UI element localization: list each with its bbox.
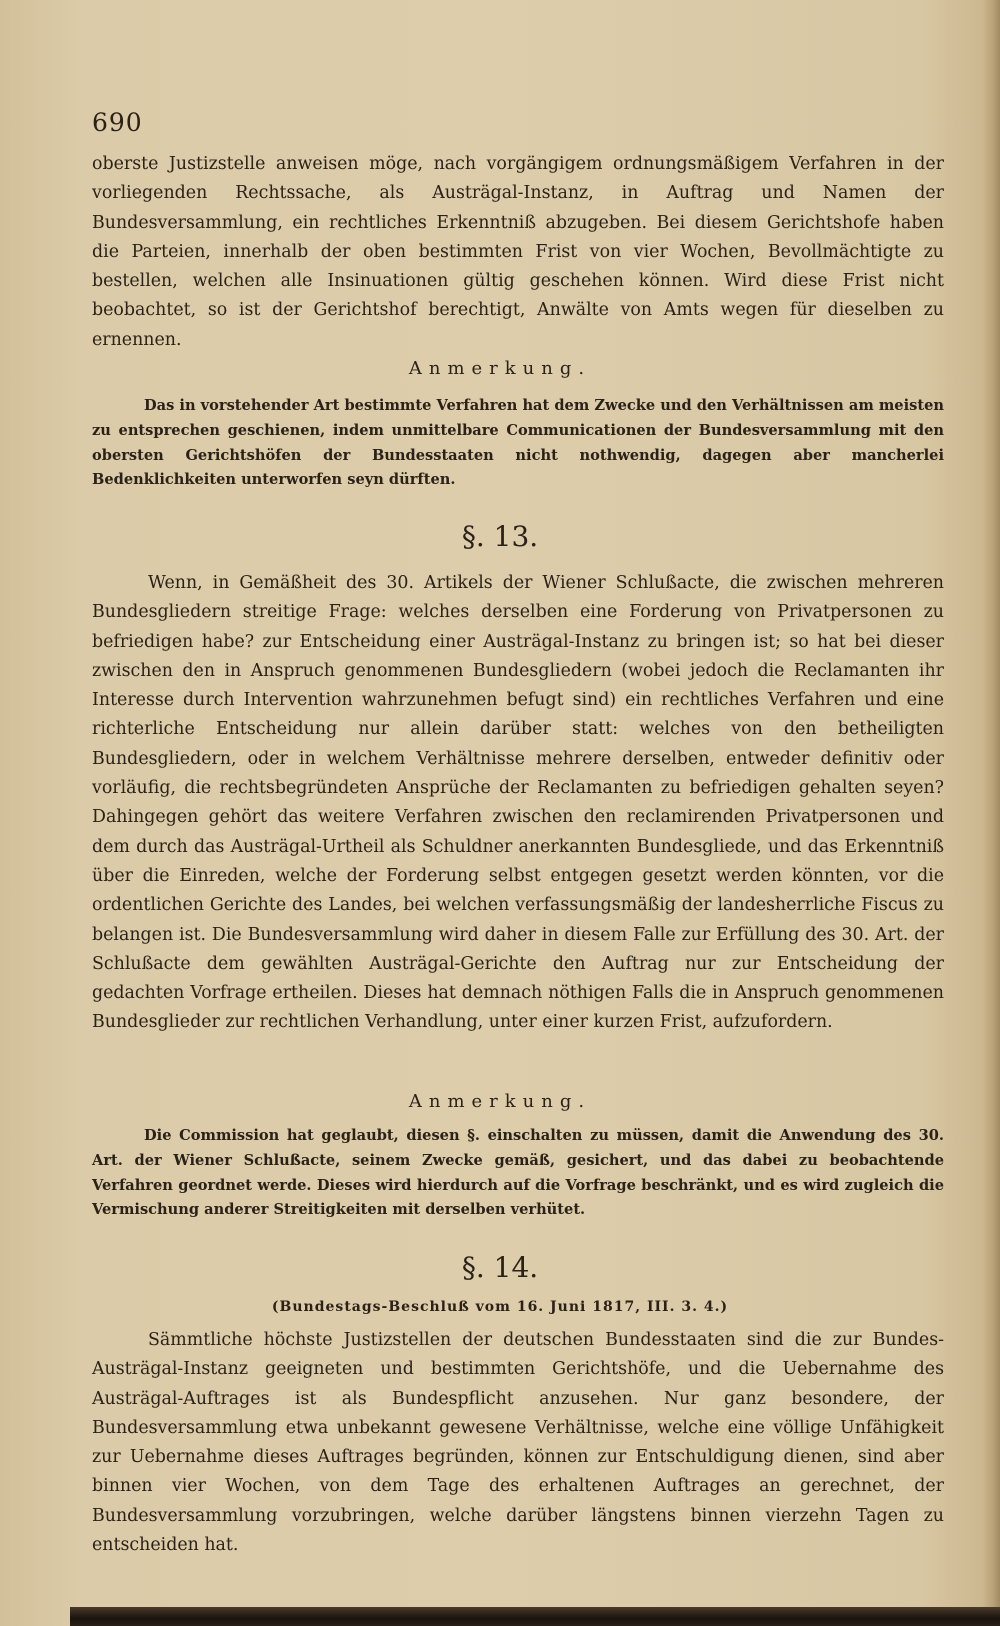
note2-heading: Anmerkung.	[408, 1091, 592, 1112]
section-13-text: Wenn, in Gemäßheit des 30. Artikels der Wiener Schlußacte, die zwischen mehreren Bundesgliedern streitige Frage: welches derselben eine Forderung von Privatpersonen zu befriedigen habe? zur Entscheidung einer Austrägal-Instanz zu bringen ist; so hat bei dieser zwischen den in Anspruch genommenen Bundesgliedern (wobei jedoch die Reclamanten ihr Interesse durch Intervention wahrzunehmen befugt sind) ein rechtliches Verfahren und eine richterliche Entscheidung nur allein darüber statt: welches von den betheiligten Bundesgliedern, oder in welchem Verhältnisse mehrere derselben, entweder definitiv oder vorläufig, die rechtsbegründeten Ansprüche der Reclamanten zu befriedigen gehalten seyen? Dahingegen gehört das weitere Verfahren zwischen den reclamirenden Privatpersonen und dem durch das Austrägal-Urtheil als Schuldner anerkannten Bundesgliede, und das Erkenntniß über die Einreden, welche der Forderung selbst entgegen gesetzt werden könnten, vor die ordentlichen Gerichte des Landes, bei welchen verfassungsmäßig der landesherrliche Fiscus zu belangen ist. Die Bundesversammlung wird daher in diesem Falle zur Erfüllung des 30. Art. der Schlußacte dem gewählten Austrägal-Gerichte den Auftrag nur zur Entscheidung der gedachten Vorfrage ertheilen. Dieses hat demnach nöthigen Falls die in Anspruch genommenen Bundesglieder zur rechtlichen Verhandlung, unter einer kurzen Frist, aufzufordern.	[92, 573, 944, 1033]
section-14-text: Sämmtliche höchste Justizstellen der deutschen Bundesstaaten sind die zur Bundes-Austrägal-Instanz geeigneten und bestimmten Gerichtshöfe, und die Uebernahme des Austrägal-Auftrages ist als Bundespflicht anzusehen. Nur ganz besondere, der Bundesversammlung etwa unbekannt gewesene Verhältnisse, welche eine völlige Unfähigkeit zur Uebernahme dieses Auftrages begründen, können zur Entschuldigung dienen, sind aber binnen vier Wochen, von dem Tage des erhaltenen Auftrages an gerechnet, der Bundesversammlung vorzubringen, welche darüber längstens binnen vierzehn Tagen zu entscheiden hat.	[92, 1330, 944, 1556]
section-14-resolution: (Bundestags-Beschluß vom 16. Juni 1817, III. 3. 4.)	[271, 1299, 729, 1315]
section-14-block	[92, 1326, 944, 1560]
page-number: 690	[92, 108, 143, 137]
section-13-block	[92, 569, 944, 1038]
section-13-heading: §. 13.	[461, 520, 539, 553]
intro-paragraph-block	[92, 150, 944, 355]
note1-block	[92, 394, 944, 493]
page-bottom-edge	[70, 1607, 1000, 1626]
section-14-heading: §. 14.	[461, 1251, 539, 1284]
note1-heading: Anmerkung.	[408, 358, 592, 379]
intro-paragraph: oberste Justizstelle anweisen möge, nach vorgängigem ordnungsmäßigem Verfahren in der vorliegenden Rechtssache, als Austrägal-Instanz, in Auftrag und Namen der Bundesversammlung, ein rechtliches Erkenntniß abzugeben. Bei diesem Gerichtshofe haben die Parteien, innerhalb der oben bestimmten Frist von vier Wochen, Bevollmächtigte zu bestellen, welchen alle Insinuationen gültig geschehen können. Wird diese Frist nicht beobachtet, so ist der Gerichtshof berechtigt, Anwälte von Amts wegen für dieselben zu ernennen.	[92, 154, 944, 350]
note2-block	[92, 1124, 944, 1223]
note2-text: Die Commission hat geglaubt, diesen §. einschalten zu müssen, damit die Anwendung des 30. Art. der Wiener Schlußacte, seinem Zwecke gemäß, gesichert, und das dabei zu beobachtende Verfahren geordnet werde. Dieses wird hierdurch auf die Vorfrage beschränkt, und es wird zugleich die Vermischung anderer Streitigkeiten mit derselben verhütet.	[92, 1127, 944, 1219]
page-edge-shadow	[982, 0, 1000, 1626]
note1-text: Das in vorstehender Art bestimmte Verfahren hat dem Zwecke und den Verhältnissen am meisten zu entsprechen geschienen, indem unmittelbare Communicationen der Bundesversammlung mit den obersten Gerichtshöfen der Bundesstaaten nicht nothwendig, dagegen aber mancherlei Bedenklichkeiten unterworfen seyn dürften.	[92, 397, 944, 489]
